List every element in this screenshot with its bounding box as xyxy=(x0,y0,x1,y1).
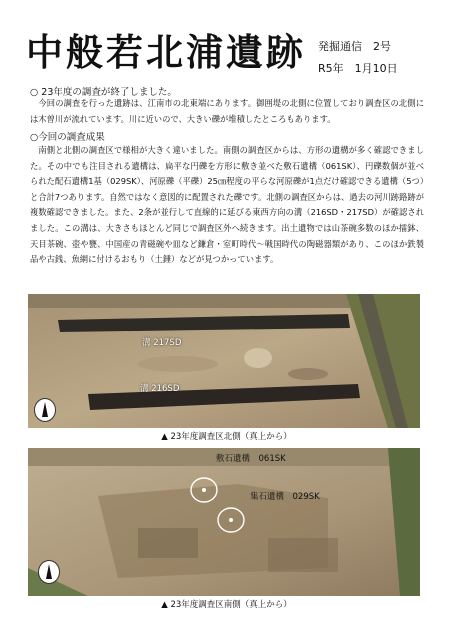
issue-number: 発掘通信 2号 xyxy=(318,40,391,53)
north-arrow-icon xyxy=(34,398,56,422)
issue-date: R5年 1月10日 xyxy=(318,62,398,75)
section2-body xyxy=(30,143,424,268)
section1-body xyxy=(30,96,424,127)
label-216sd: 溝 216SD xyxy=(140,384,180,394)
label-029sk: 集石遺構 029SK xyxy=(250,492,320,502)
section2-paragraph: 南側と北側の調査区で様相が大きく違いました。南側の調査区からは、方形の遺構が多く確認できました。その中でも注目される遺構は、扁平な円礫を方形に敷き並べた敷石遺構（061SK）、円礫数個が並べられた配石遺構1基（029SK）、河原礫（平礫）25㎝程度の平らな河原礫が1点だけ確認できる遺構（5つ）と合計7つあります。自然ではなく意図的に配置された礫です。北側の調査区からは、過去の河川跡路跡が複数確認できました。また、2条が並行して直線的に延びる東西方向の溝（216SD・217SD）が確認されました。この溝は、大きさもほとんど同じで調査区外へ続きます。出土遺物では山茶碗多数のほか擂鉢、天目茶碗、壺や甕、中国産の青磁碗や皿など鎌倉・室町時代～戦国時代の陶磁器類があり、このほか鉄製品や古銭、魚網に付けるおもり（土錘）などが見つかっています。 xyxy=(30,145,424,265)
photo-north xyxy=(28,294,420,428)
label-061sk: 敷石遺構 061SK xyxy=(216,454,286,464)
section2-heading: ○今回の調査成果 xyxy=(30,132,105,143)
newsletter-title: 中般若北浦遺跡 xyxy=(26,30,306,74)
section1-heading: ○ 23年度の調査が終了しました。 xyxy=(30,87,177,98)
north-arrow-icon xyxy=(38,560,60,584)
label-217sd: 溝 217SD xyxy=(142,338,182,348)
caption-north: ▲ 23年度調査区北側（真上から） xyxy=(161,432,292,442)
section1-paragraph: 今回の調査を行った遺跡は、江南市の北東端にあります。御囲堤の北側に位置しており調査区の北側には木曽川が流れています。川に近いので、大きい礫が堆積したところもあります。 xyxy=(30,98,424,124)
caption-south: ▲ 23年度調査区南側（真上から） xyxy=(161,600,292,610)
aerial-photo-north xyxy=(28,294,420,428)
photo-south xyxy=(28,448,420,596)
aerial-photo-south xyxy=(28,448,420,596)
